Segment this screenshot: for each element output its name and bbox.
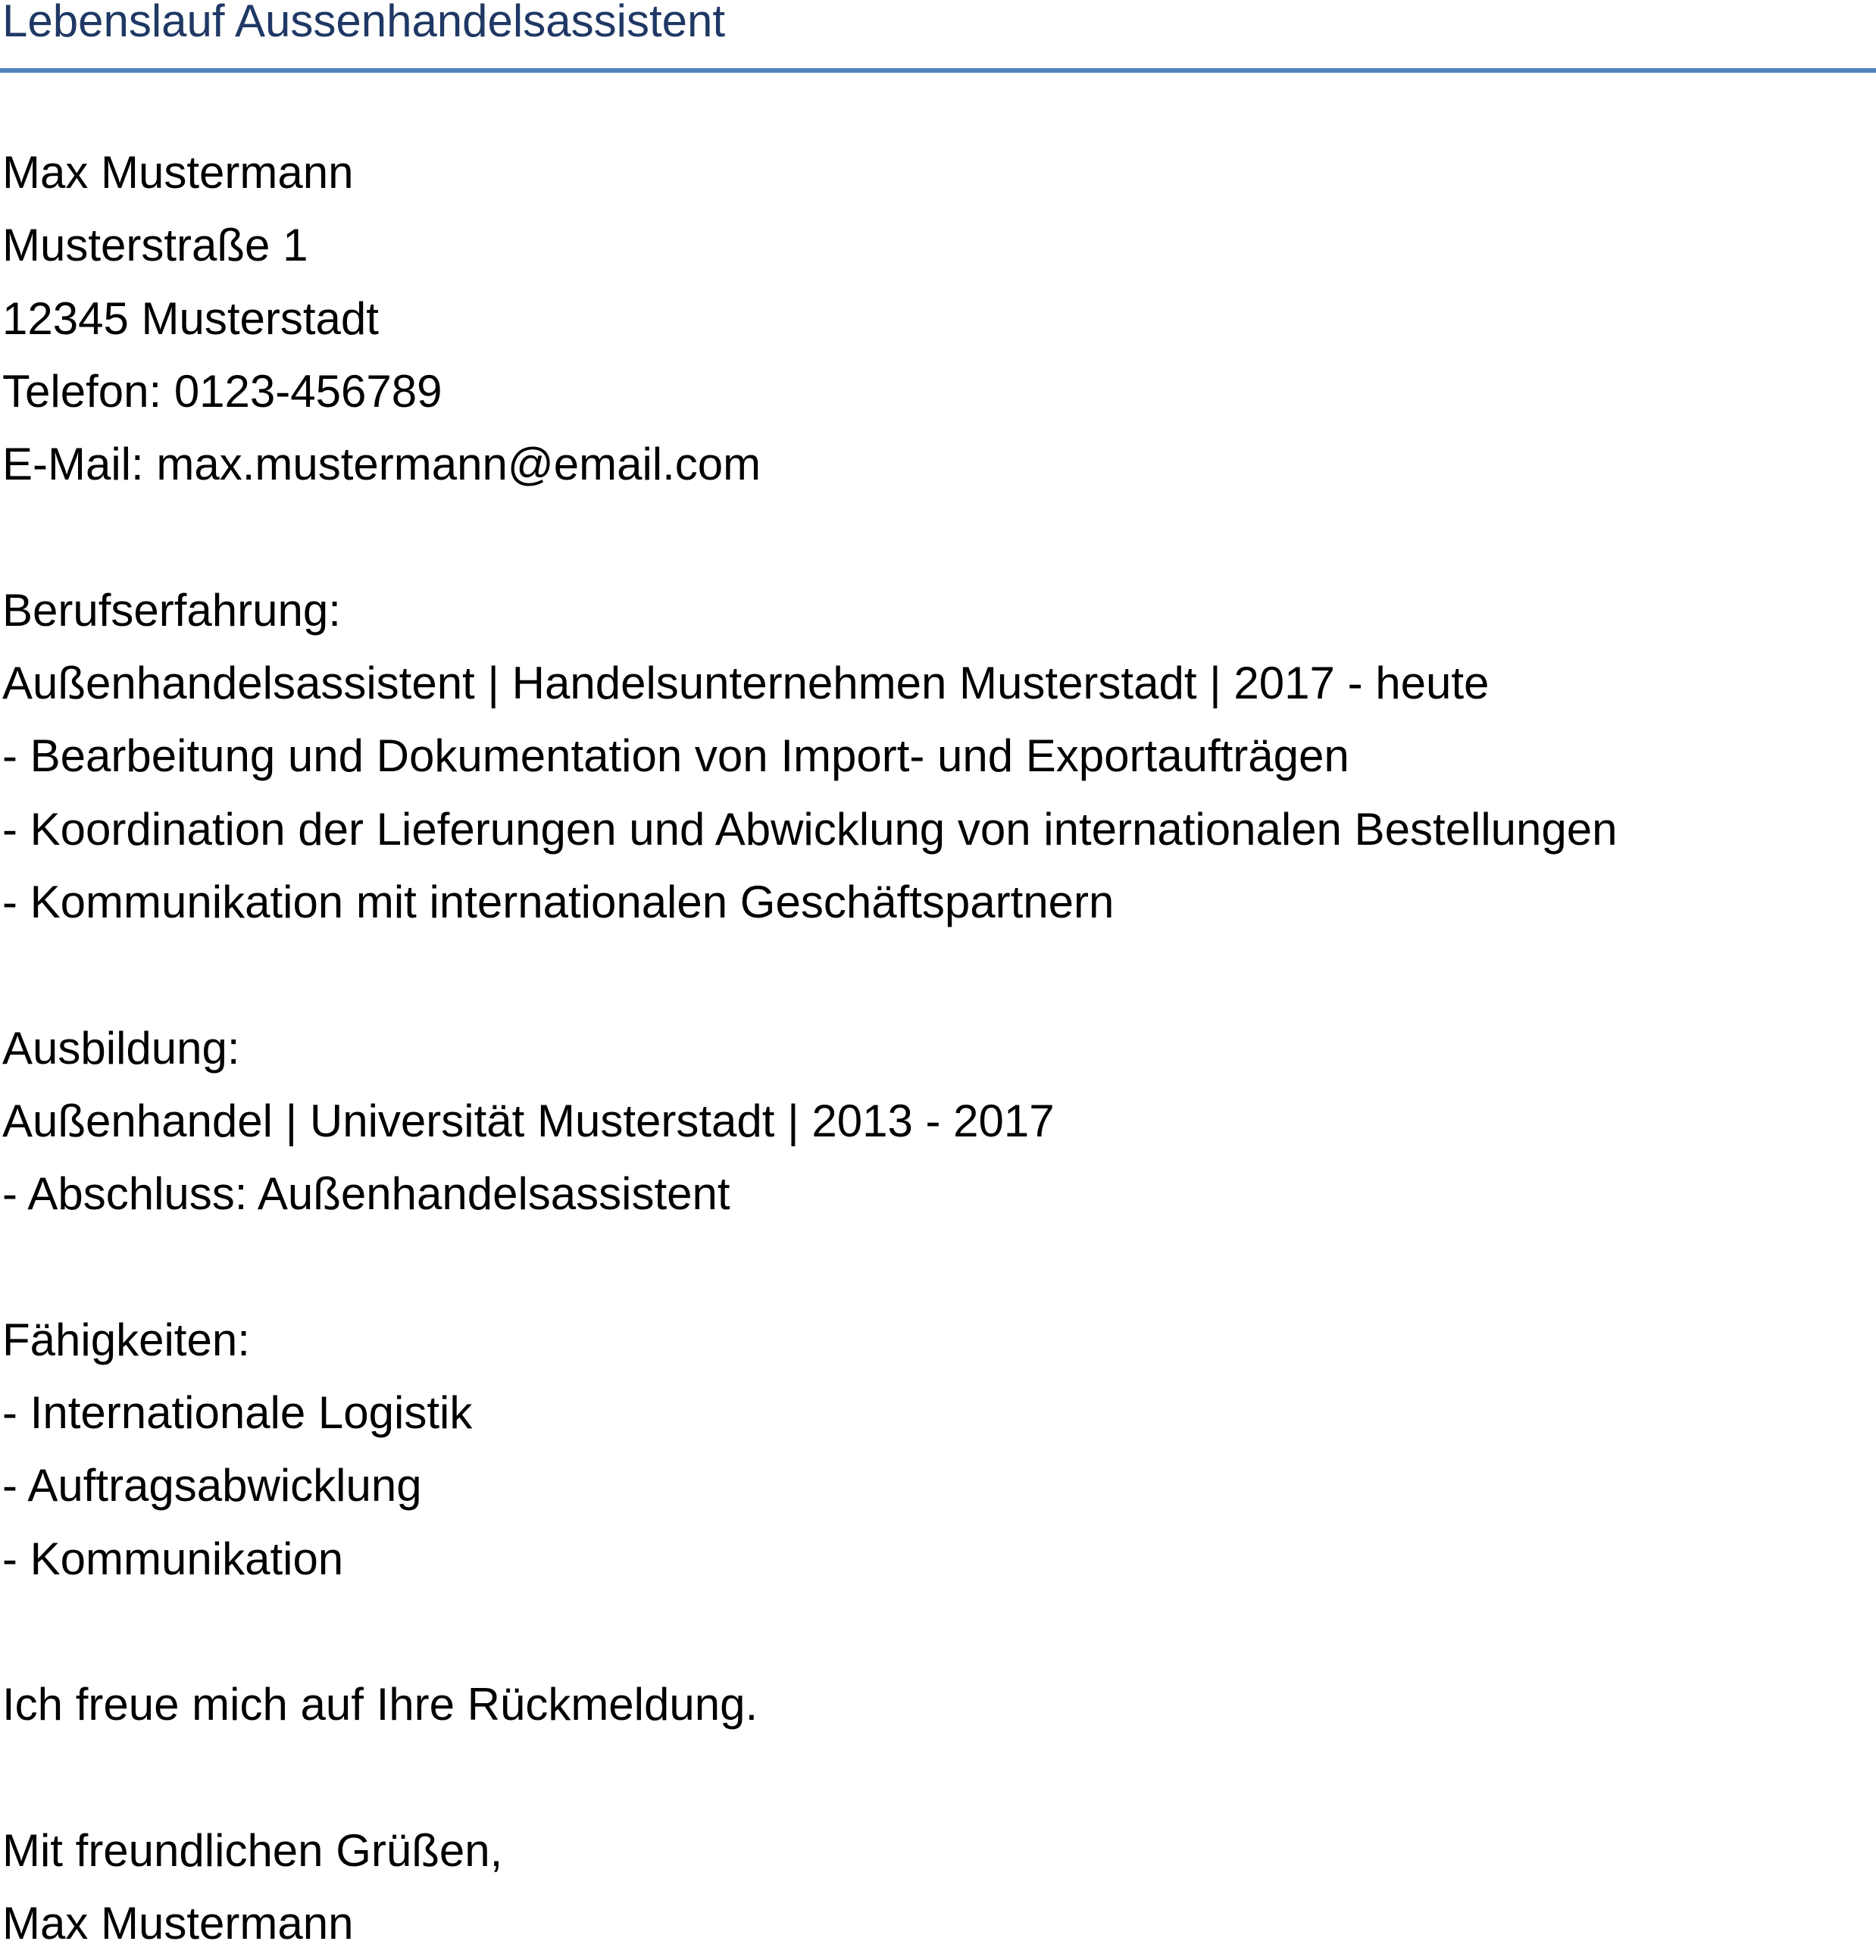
closing-sentence: Ich freue mich auf Ihre Rückmeldung. xyxy=(2,1679,758,1730)
document-body xyxy=(2,136,1866,1960)
contact-city: 12345 Musterstadt xyxy=(2,292,379,344)
experience-heading: Berufserfahrung: xyxy=(2,584,341,636)
skills-bullet: - Auftragsabwicklung xyxy=(2,1460,422,1511)
experience-bullet: - Bearbeitung und Dokumentation von Import- und Exportaufträgen xyxy=(2,730,1349,782)
experience-entry: Außenhandelsassistent | Handelsunternehmen Musterstadt | 2017 - heute xyxy=(2,658,1490,709)
experience-bullet: - Koordination der Lieferungen und Abwicklung von internationalen Bestellungen xyxy=(2,803,1618,855)
blank-line xyxy=(2,1230,1866,1303)
education-bullet: - Abschluss: Außenhandelsassistent xyxy=(2,1168,730,1220)
contact-phone: Telefon: 0123-456789 xyxy=(2,365,442,417)
blank-line xyxy=(2,939,1866,1011)
education-entry: Außenhandel | Universität Musterstadt | 2013 - 2017 xyxy=(2,1095,1055,1146)
signature-name: Max Mustermann xyxy=(2,1898,354,1949)
skills-heading: Fähigkeiten: xyxy=(2,1314,250,1365)
contact-name: Max Mustermann xyxy=(2,147,354,198)
salutation: Mit freundlichen Grüßen, xyxy=(2,1824,503,1876)
skills-bullet: - Kommunikation xyxy=(2,1533,344,1584)
blank-line xyxy=(2,1742,1866,1815)
education-heading: Ausbildung: xyxy=(2,1022,240,1074)
contact-street: Musterstraße 1 xyxy=(2,220,308,271)
document-title: Lebenslauf Aussenhandelsassistent xyxy=(2,0,726,46)
skills-bullet: - Internationale Logistik xyxy=(2,1387,473,1439)
blank-line xyxy=(2,1596,1866,1668)
title-underline-divider xyxy=(0,68,1876,73)
blank-line xyxy=(2,501,1866,574)
contact-email: E-Mail: max.mustermann@email.com xyxy=(2,439,761,490)
experience-bullet: - Kommunikation mit internationalen Geschäftspartnern xyxy=(2,876,1115,927)
